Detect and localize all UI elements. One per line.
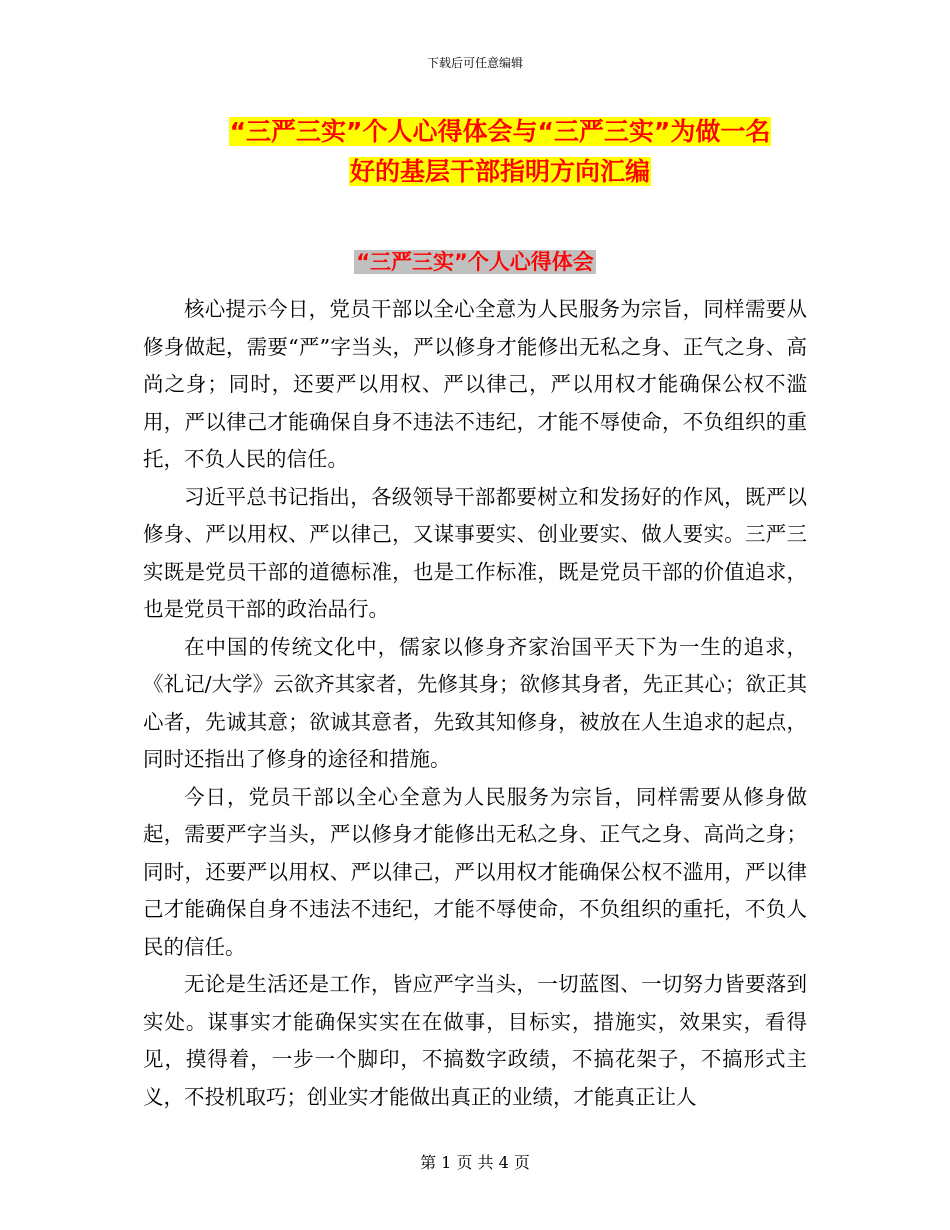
section-heading	[0, 245, 950, 279]
page-footer: 第 1 页 共 4 页	[420, 1153, 530, 1172]
document-title	[140, 112, 860, 192]
paragraph: 核心提示今日，党员干部以全心全意为人民服务为宗旨，同样需要从修身做起，需要“严”字当头，严以修身才能修出无私之身、正气之身、高尚之身；同时，还要严以用权、严以律己，严以用权才能确保公权不滥用，严以律己才能确保自身不违法不违纪，才能不辱使命，不负组织的重托，不负人民的信任。	[143, 297, 807, 471]
body-text	[143, 291, 807, 1116]
header-note: 下载后可任意编辑	[426, 56, 523, 70]
title-line-2	[140, 152, 860, 192]
paragraph: 习近平总书记指出，各级领导干部都要树立和发扬好的作风，既严以修身、严以用权、严以律己，又谋事要实、创业要实、做人要实。三严三实既是党员干部的道德标准，也是工作标准，既是党员干部的价值追求，也是党员干部的政治品行。	[143, 484, 807, 621]
paragraph: 今日，党员干部以全心全意为人民服务为宗旨，同样需要从修身做起，需要严字当头，严以修身才能修出无私之身、正气之身、高尚之身；同时，还要严以用权、严以律己，严以用权才能确保公权不滥用，严以律己才能确保自身不违法不违纪，才能不辱使命，不负组织的重托，不负人民的信任。	[143, 784, 807, 959]
title-line-1	[140, 112, 860, 152]
paragraph: 无论是生活还是工作，皆应严字当头，一切蓝图、一切努力皆要落到实处。谋事实才能确保实实在在做事，目标实，措施实，效果实，看得见，摸得着，一步一个脚印，不搞数字政绩，不搞花架子，不搞形式主义，不投机取巧；创业实才能做出真正的业绩，才能真正让人	[143, 972, 807, 1109]
section-heading-text: “三严三实”个人心得体会	[356, 250, 594, 274]
paragraph: 在中国的传统文化中，儒家以修身齐家治国平天下为一生的追求，《礼记/大学》云欲齐其家者，先修其身；欲修其身者，先正其心；欲正其心者，先诚其意；欲诚其意者，先致其知修身，被放在人生追求的起点，同时还指出了修身的途径和措施。	[143, 634, 807, 771]
title-line-1-text: “三严三实”个人心得体会与“三严三实”为做一名	[229, 117, 771, 146]
title-line-2-text: 好的基层干部指明方向汇编	[349, 157, 650, 186]
